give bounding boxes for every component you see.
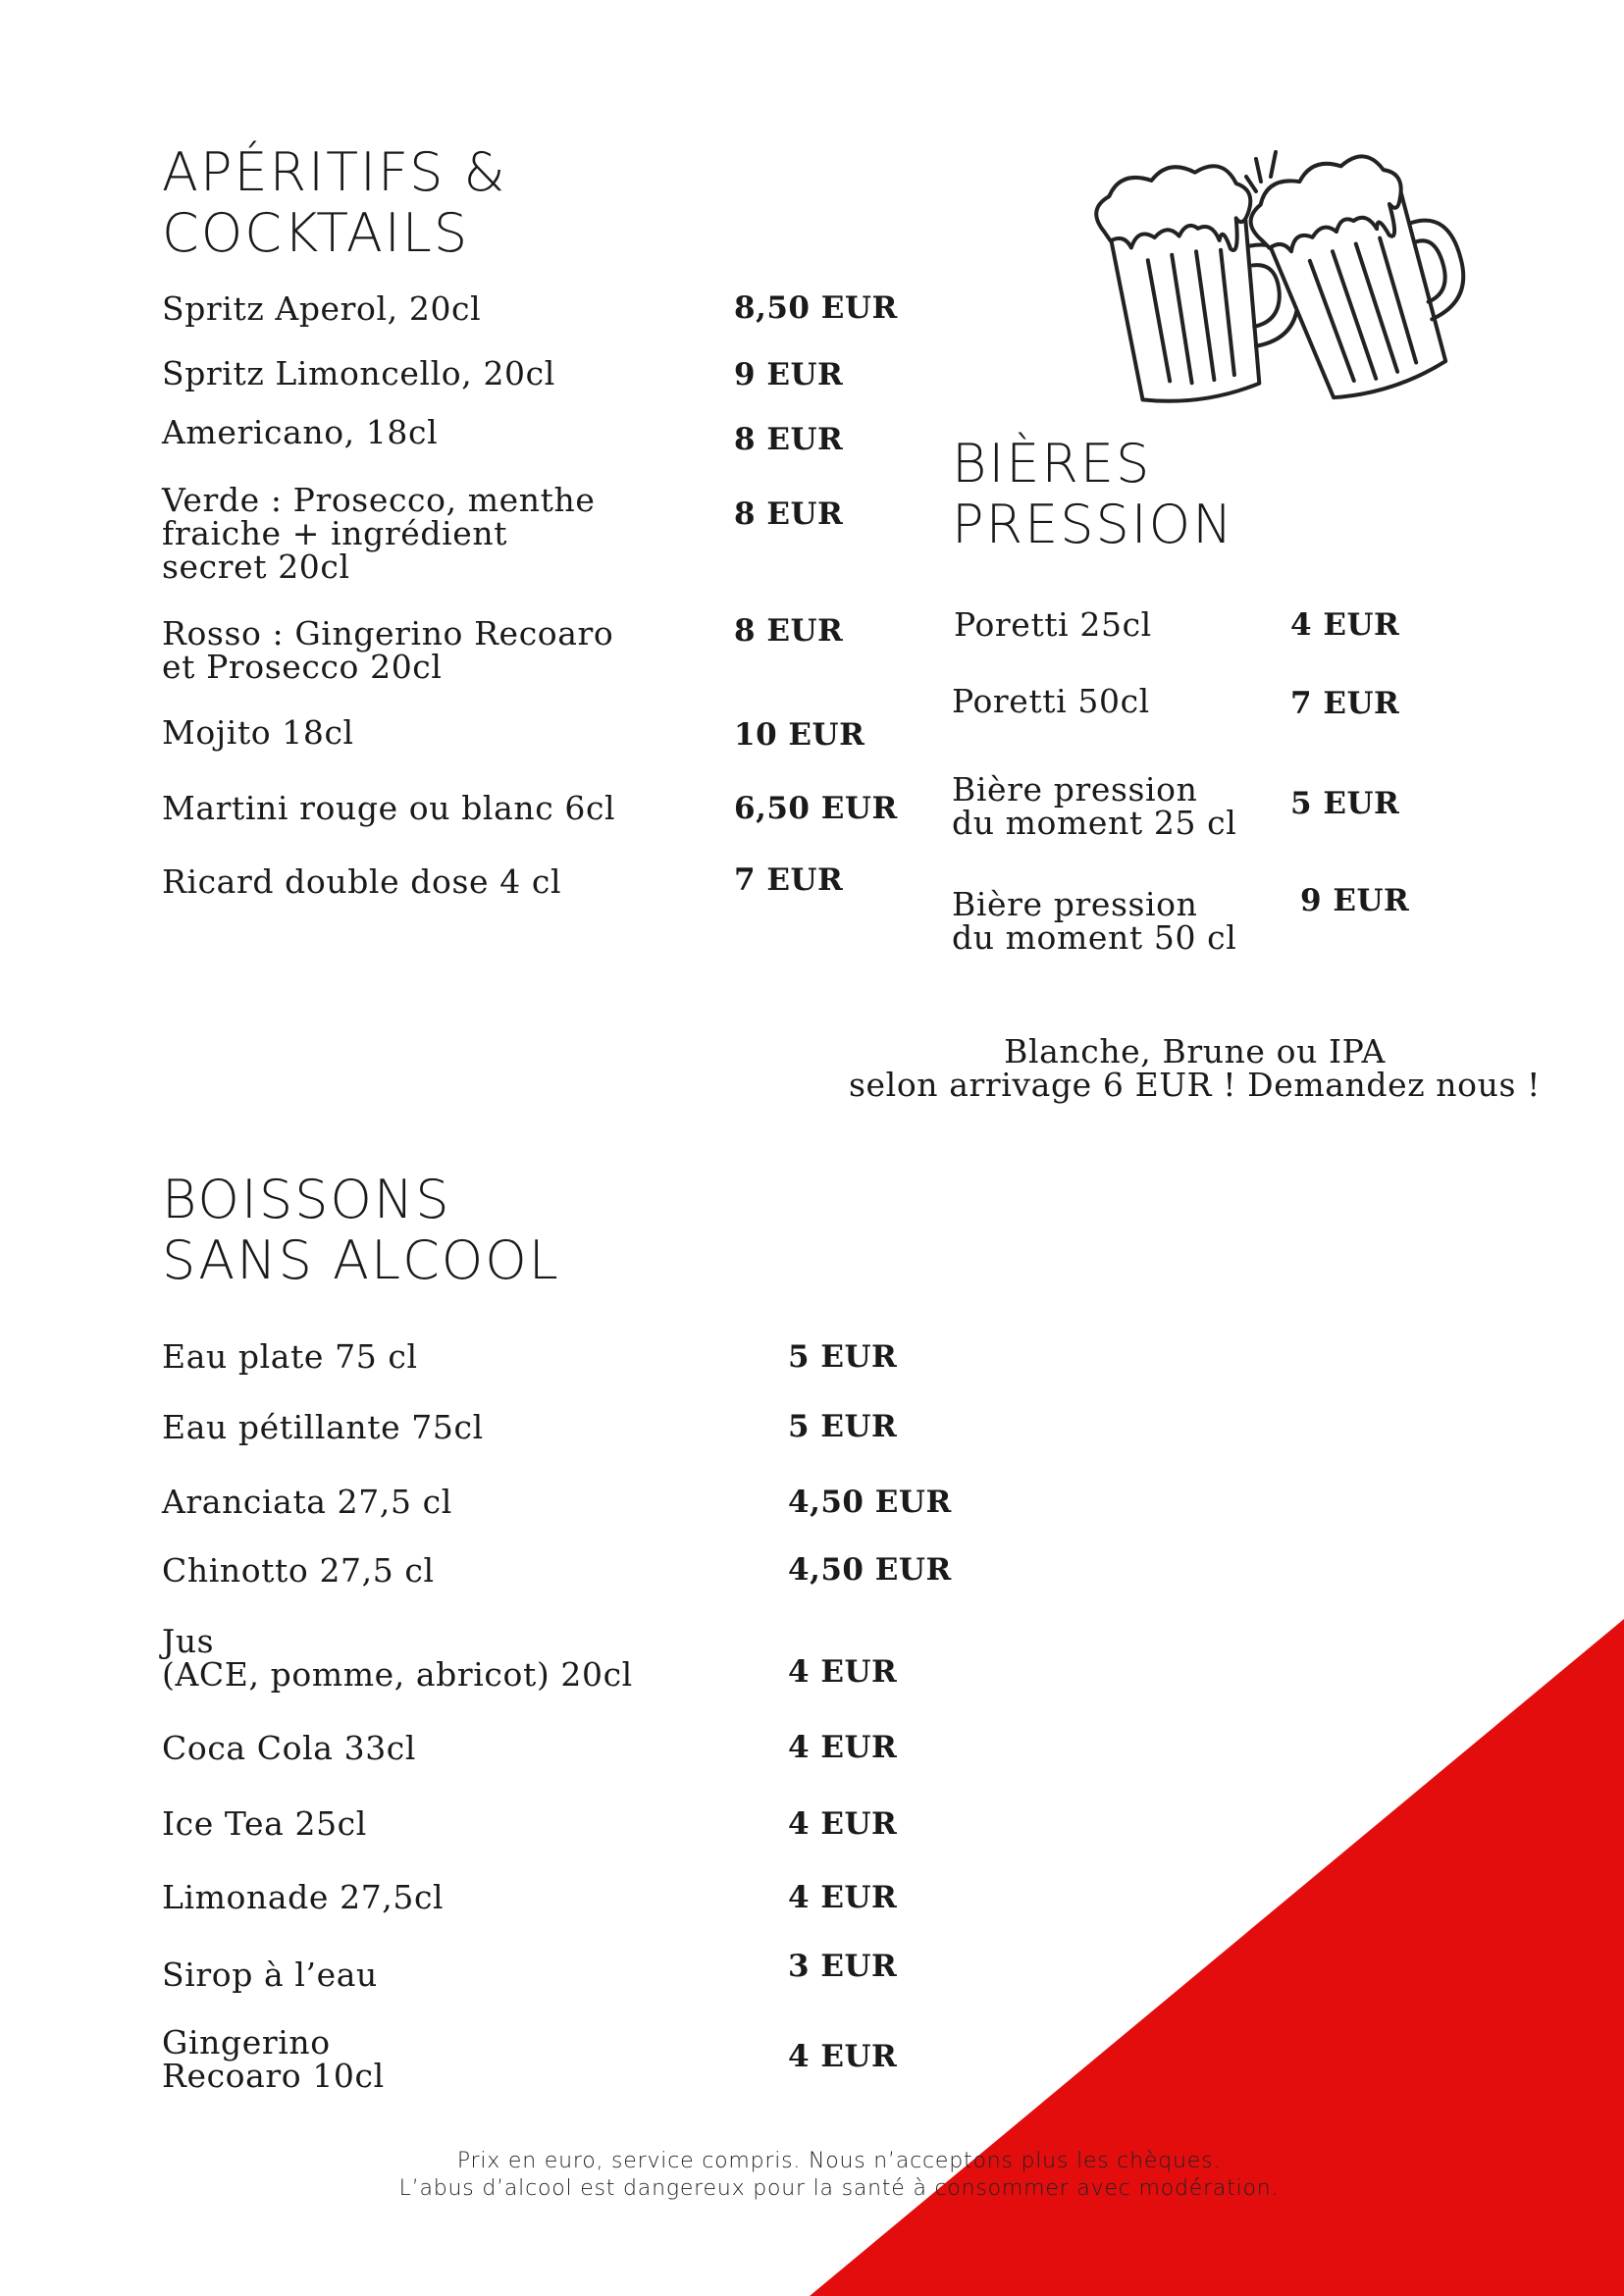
aperitifs-heading [162, 142, 507, 264]
bieres-heading-line: PRESSION [952, 494, 1234, 555]
menu-item-name: Ice Tea 25cl [162, 1804, 367, 1843]
menu-item-name: Poretti 25cl [954, 605, 1152, 644]
menu-item-name: Ricard double dose 4 cl [162, 862, 562, 901]
sans-alcool-heading-line: SANS ALCOOL [162, 1229, 560, 1291]
menu-item-price: 4 EUR [1290, 607, 1400, 643]
menu-item-price: 8 EUR [734, 496, 844, 532]
menu-item-price: 5 EUR [788, 1339, 898, 1375]
menu-item-price: 8,50 EUR [734, 290, 898, 326]
menu-item-name: Limonade 27,5cl [162, 1878, 445, 1916]
menu-item-price: 4,50 EUR [788, 1485, 952, 1520]
menu-item-price: 7 EUR [1290, 686, 1400, 721]
menu-item-price: 3 EUR [788, 1949, 898, 1984]
menu-item-price: 9 EUR [1300, 883, 1410, 918]
menu-item-price: 5 EUR [1290, 786, 1400, 821]
menu-item-price: 7 EUR [734, 862, 844, 898]
menu-item-name: Mojito 18cl [162, 713, 354, 752]
aperitifs-heading-line: COCKTAILS [162, 202, 470, 264]
menu-item-price: 9 EUR [734, 357, 844, 392]
menu-item-name: Bière pression du moment 50 cl [952, 885, 1237, 957]
menu-item-price: 6,50 EUR [734, 791, 898, 826]
menu-item-price: 4 EUR [788, 1806, 898, 1842]
sans-alcool-heading [162, 1170, 560, 1291]
bieres-heading-line: BIÈRES [952, 433, 1152, 495]
menu-item-name: Spritz Limoncello, 20cl [162, 354, 555, 392]
aperitifs-heading-line: APÉRITIFS & [162, 141, 507, 203]
menu-item-price: 4 EUR [788, 1880, 898, 1915]
menu-item-name: Aranciata 27,5 cl [162, 1483, 452, 1521]
menu-item-price: 8 EUR [734, 422, 844, 457]
menu-item-price: 8 EUR [734, 613, 844, 649]
menu-item-name: Bière pression du moment 25 cl [952, 770, 1237, 842]
beer-mugs-cheers-icon [1079, 137, 1472, 422]
menu-item-price: 4 EUR [788, 1654, 898, 1690]
menu-item-name: Sirop à l’eau [162, 1956, 378, 1994]
menu-item-price: 5 EUR [788, 1409, 898, 1444]
menu-item-price: 4 EUR [788, 1730, 898, 1765]
menu-item-name: Gingerino Recoaro 10cl [162, 2023, 385, 2095]
menu-item-price: 4 EUR [788, 2039, 898, 2074]
menu-item-name: Jus (ACE, pomme, abricot) 20cl [162, 1622, 633, 1694]
menu-item-name: Rosso : Gingerino Recoaro et Prosecco 20cl [162, 614, 614, 686]
bieres-heading [952, 434, 1234, 555]
menu-item-name: Coca Cola 33cl [162, 1729, 417, 1767]
menu-item-name: Martini rouge ou blanc 6cl [162, 789, 616, 827]
menu-item-name: Poretti 50cl [952, 682, 1150, 720]
menu-item-name: Chinotto 27,5 cl [162, 1551, 435, 1590]
footer-disclaimer: Prix en euro, service compris. Nous n’acceptons plus les chèques. L’abus d’alcool est dangereux pour la santé à consommer avec modération. [398, 2149, 1280, 2201]
menu-item-price: 4,50 EUR [788, 1552, 952, 1588]
menu-item-name: Verde : Prosecco, menthe fraiche + ingrédient secret 20cl [162, 481, 596, 586]
sans-alcool-heading-line: BOISSONS [162, 1169, 451, 1230]
beer-availability-note: Blanche, Brune ou IPA selon arrivage 6 EUR ! Demandez nous ! [849, 1032, 1541, 1104]
menu-item-name: Spritz Aperol, 20cl [162, 289, 482, 328]
menu-item-name: Eau plate 75 cl [162, 1337, 418, 1376]
menu-item-name: Eau pétillante 75cl [162, 1408, 484, 1446]
menu-item-price: 10 EUR [734, 717, 865, 753]
menu-item-name: Americano, 18cl [162, 413, 439, 451]
